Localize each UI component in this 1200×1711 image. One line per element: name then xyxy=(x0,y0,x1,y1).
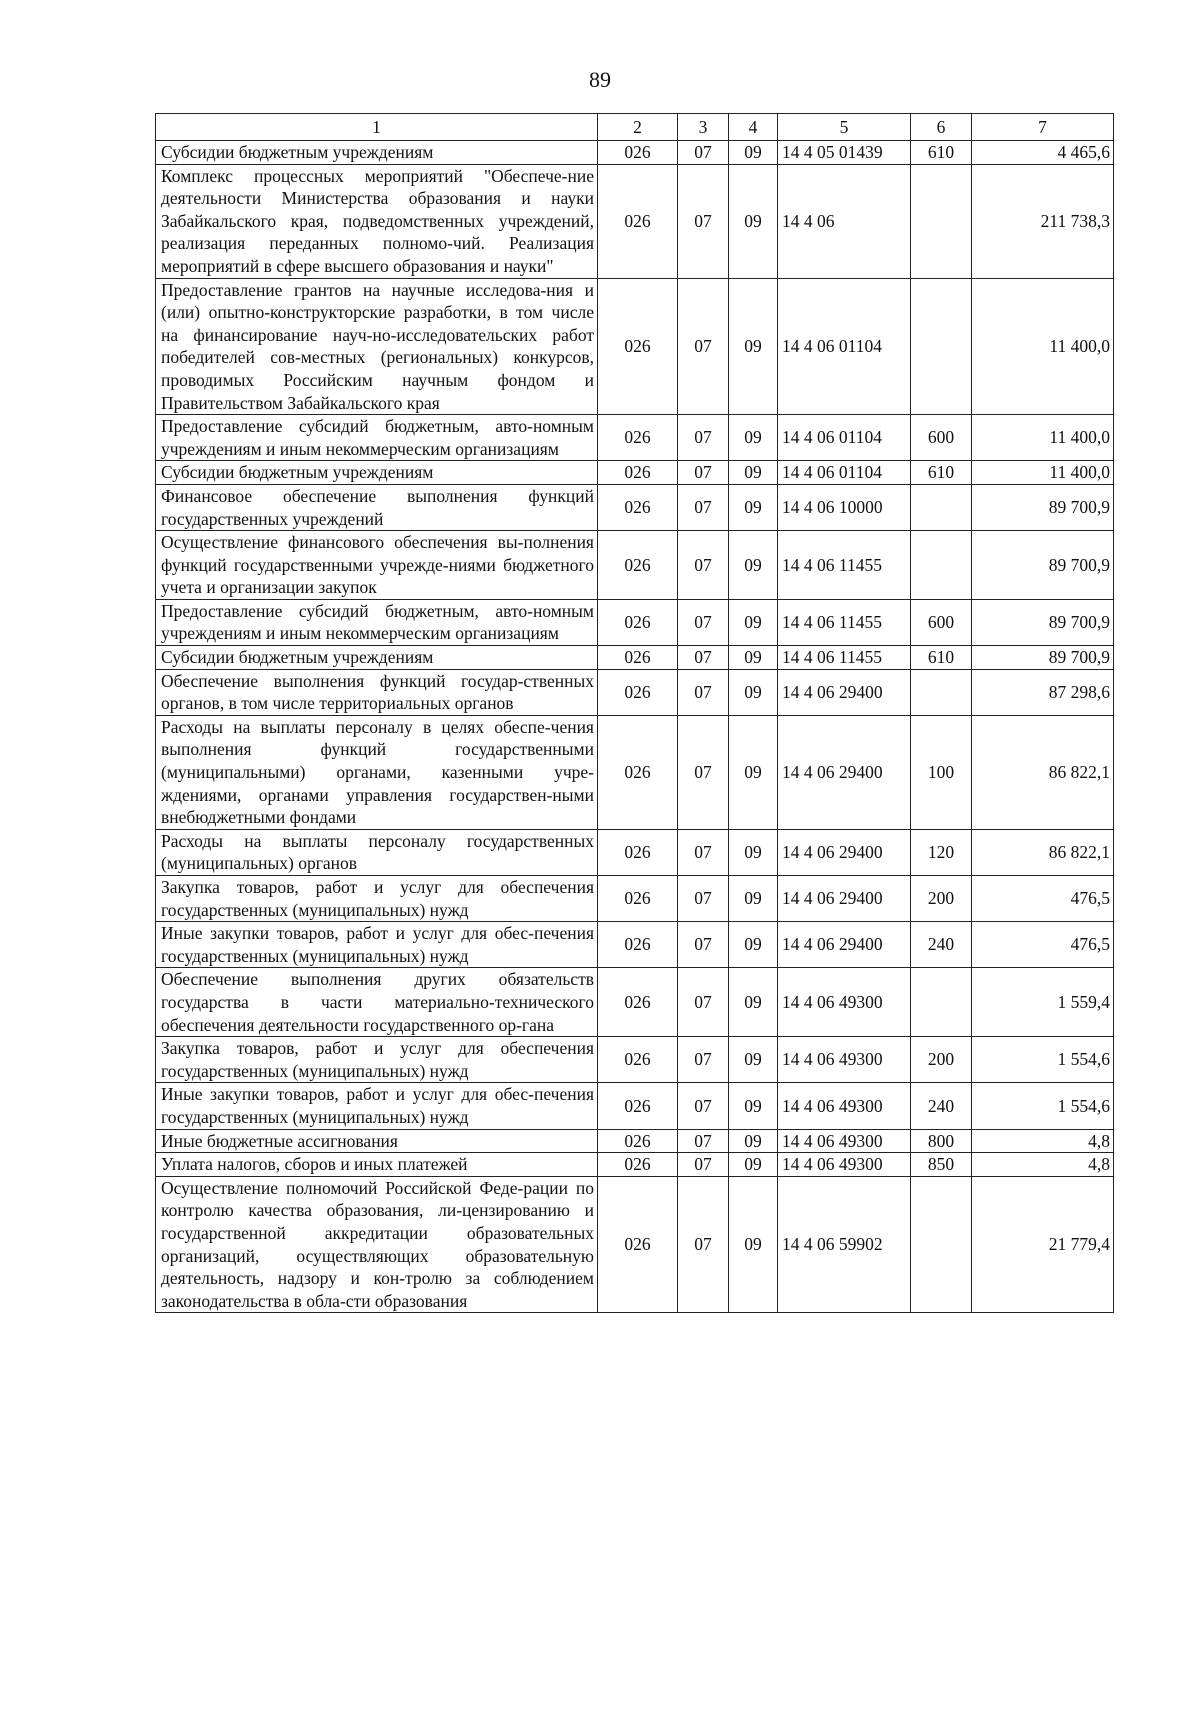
table-row xyxy=(156,415,1114,461)
subsection-code-cell: 09 xyxy=(729,646,778,670)
subsection-code-cell: 09 xyxy=(729,141,778,165)
table-row xyxy=(156,164,1114,278)
table-row xyxy=(156,876,1114,922)
header-cell: 3 xyxy=(678,114,729,141)
expense-type-cell: 240 xyxy=(911,922,972,968)
section-code-cell: 07 xyxy=(678,922,729,968)
expense-name-cell: Обеспечение выполнения функций государ-ственных органов, в том числе территориальных органов xyxy=(156,669,598,715)
expense-type-cell: 200 xyxy=(911,1037,972,1083)
target-article-cell: 14 4 06 11455 xyxy=(778,646,911,670)
expense-name-cell: Субсидии бюджетным учреждениям xyxy=(156,646,598,670)
expense-name-cell: Иные бюджетные ассигнования xyxy=(156,1129,598,1153)
subsection-code-cell: 09 xyxy=(729,1153,778,1177)
expense-type-cell: 100 xyxy=(911,715,972,829)
target-article-cell: 14 4 06 01104 xyxy=(778,415,911,461)
expense-name-cell: Расходы на выплаты персоналу государственных (муниципальных) органов xyxy=(156,829,598,875)
ministry-code-cell: 026 xyxy=(598,876,678,922)
table-row xyxy=(156,1129,1114,1153)
table-row xyxy=(156,1083,1114,1129)
header-cell: 7 xyxy=(972,114,1114,141)
target-article-cell: 14 4 06 01104 xyxy=(778,461,911,485)
table-row xyxy=(156,922,1114,968)
target-article-cell: 14 4 06 49300 xyxy=(778,1129,911,1153)
amount-cell: 21 779,4 xyxy=(972,1176,1114,1313)
target-article-cell: 14 4 06 11455 xyxy=(778,599,911,645)
table-header-row xyxy=(156,114,1114,141)
ministry-code-cell: 026 xyxy=(598,1153,678,1177)
expense-type-cell: 240 xyxy=(911,1083,972,1129)
table-row xyxy=(156,278,1114,415)
table-row xyxy=(156,715,1114,829)
section-code-cell: 07 xyxy=(678,669,729,715)
subsection-code-cell: 09 xyxy=(729,461,778,485)
ministry-code-cell: 026 xyxy=(598,141,678,165)
ministry-code-cell: 026 xyxy=(598,599,678,645)
subsection-code-cell: 09 xyxy=(729,164,778,278)
header-cell: 2 xyxy=(598,114,678,141)
subsection-code-cell: 09 xyxy=(729,1083,778,1129)
expense-type-cell xyxy=(911,278,972,415)
target-article-cell: 14 4 06 49300 xyxy=(778,1083,911,1129)
expense-type-cell xyxy=(911,968,972,1037)
expense-type-cell xyxy=(911,1176,972,1313)
target-article-cell: 14 4 06 29400 xyxy=(778,876,911,922)
ministry-code-cell: 026 xyxy=(598,829,678,875)
ministry-code-cell: 026 xyxy=(598,646,678,670)
expense-type-cell xyxy=(911,164,972,278)
subsection-code-cell: 09 xyxy=(729,968,778,1037)
ministry-code-cell: 026 xyxy=(598,461,678,485)
expense-name-cell: Иные закупки товаров, работ и услуг для обес-печения государственных (муниципальных) нужд xyxy=(156,922,598,968)
ministry-code-cell: 026 xyxy=(598,968,678,1037)
section-code-cell: 07 xyxy=(678,415,729,461)
ministry-code-cell: 026 xyxy=(598,922,678,968)
expense-name-cell: Субсидии бюджетным учреждениям xyxy=(156,461,598,485)
amount-cell: 476,5 xyxy=(972,922,1114,968)
expense-name-cell: Предоставление субсидий бюджетным, авто-номным учреждениям и иным некоммерческим организациям xyxy=(156,599,598,645)
expense-name-cell: Осуществление финансового обеспечения вы-полнения функций государственными учрежде-ниями бюджетного учета и организации закупок xyxy=(156,531,598,600)
amount-cell: 89 700,9 xyxy=(972,599,1114,645)
subsection-code-cell: 09 xyxy=(729,278,778,415)
table-row xyxy=(156,669,1114,715)
expense-type-cell: 200 xyxy=(911,876,972,922)
target-article-cell: 14 4 06 49300 xyxy=(778,968,911,1037)
subsection-code-cell: 09 xyxy=(729,599,778,645)
table-row xyxy=(156,531,1114,600)
ministry-code-cell: 026 xyxy=(598,1083,678,1129)
expense-type-cell xyxy=(911,669,972,715)
expense-type-cell: 610 xyxy=(911,461,972,485)
target-article-cell: 14 4 06 29400 xyxy=(778,669,911,715)
table-row xyxy=(156,1176,1114,1313)
target-article-cell: 14 4 06 49300 xyxy=(778,1037,911,1083)
expense-type-cell xyxy=(911,531,972,600)
budget-table-container xyxy=(155,113,1113,1313)
amount-cell: 211 738,3 xyxy=(972,164,1114,278)
subsection-code-cell: 09 xyxy=(729,876,778,922)
ministry-code-cell: 026 xyxy=(598,669,678,715)
section-code-cell: 07 xyxy=(678,461,729,485)
subsection-code-cell: 09 xyxy=(729,1037,778,1083)
table-row xyxy=(156,461,1114,485)
subsection-code-cell: 09 xyxy=(729,1176,778,1313)
target-article-cell: 14 4 06 01104 xyxy=(778,278,911,415)
subsection-code-cell: 09 xyxy=(729,829,778,875)
amount-cell: 4,8 xyxy=(972,1153,1114,1177)
section-code-cell: 07 xyxy=(678,1129,729,1153)
ministry-code-cell: 026 xyxy=(598,164,678,278)
table-row xyxy=(156,1037,1114,1083)
expense-name-cell: Осуществление полномочий Российской Феде-рации по контролю качества образования, ли-цензированию и государственной аккредитации образовательных организаций, осуществляющих образовательную деятельность, надзору и кон-тролю за соблюдением законодательства в обла-сти образования xyxy=(156,1176,598,1313)
table-row xyxy=(156,599,1114,645)
page-number: 89 xyxy=(589,67,611,92)
ministry-code-cell: 026 xyxy=(598,715,678,829)
header-cell: 1 xyxy=(156,114,598,141)
amount-cell: 476,5 xyxy=(972,876,1114,922)
section-code-cell: 07 xyxy=(678,278,729,415)
subsection-code-cell: 09 xyxy=(729,484,778,530)
ministry-code-cell: 026 xyxy=(598,1176,678,1313)
expense-type-cell: 610 xyxy=(911,646,972,670)
amount-cell: 1 559,4 xyxy=(972,968,1114,1037)
section-code-cell: 07 xyxy=(678,1176,729,1313)
expense-type-cell: 600 xyxy=(911,415,972,461)
expense-name-cell: Предоставление субсидий бюджетным, авто-номным учреждениям и иным некоммерческим организациям xyxy=(156,415,598,461)
table-row xyxy=(156,484,1114,530)
target-article-cell: 14 4 06 29400 xyxy=(778,715,911,829)
target-article-cell: 14 4 06 11455 xyxy=(778,531,911,600)
subsection-code-cell: 09 xyxy=(729,1129,778,1153)
amount-cell: 86 822,1 xyxy=(972,715,1114,829)
ministry-code-cell: 026 xyxy=(598,484,678,530)
expense-name-cell: Обеспечение выполнения других обязательств государства в части материально-технического обеспечения деятельности государственного ор-гана xyxy=(156,968,598,1037)
expense-name-cell: Комплекс процессных мероприятий "Обеспече-ние деятельности Министерства образования и науки Забайкальского края, подведомственных учреждений, реализация переданных полномо-чий. Реализация мероприятий в сфере высшего образования и науки" xyxy=(156,164,598,278)
expense-type-cell: 120 xyxy=(911,829,972,875)
ministry-code-cell: 026 xyxy=(598,278,678,415)
target-article-cell: 14 4 06 xyxy=(778,164,911,278)
expense-name-cell: Расходы на выплаты персоналу в целях обеспе-чения выполнения функций государственными (муниципальными) органами, казенными учре-ждениями, органами управления государствен-ными внебюджетными фондами xyxy=(156,715,598,829)
expense-name-cell: Субсидии бюджетным учреждениям xyxy=(156,141,598,165)
header-cell: 5 xyxy=(778,114,911,141)
subsection-code-cell: 09 xyxy=(729,922,778,968)
amount-cell: 87 298,6 xyxy=(972,669,1114,715)
target-article-cell: 14 4 05 01439 xyxy=(778,141,911,165)
amount-cell: 1 554,6 xyxy=(972,1083,1114,1129)
expense-name-cell: Предоставление грантов на научные исследова-ния и (или) опытно-конструкторские разработки, в том числе на финансирование науч-но-исследовательских работ победителей сов-местных (региональных) конкурсов, проводимых Российским научным фондом и Правительством Забайкальского края xyxy=(156,278,598,415)
expense-name-cell: Финансовое обеспечение выполнения функций государственных учреждений xyxy=(156,484,598,530)
header-cell: 4 xyxy=(729,114,778,141)
table-row xyxy=(156,646,1114,670)
expense-name-cell: Закупка товаров, работ и услуг для обеспечения государственных (муниципальных) нужд xyxy=(156,1037,598,1083)
section-code-cell: 07 xyxy=(678,876,729,922)
expense-type-cell: 800 xyxy=(911,1129,972,1153)
target-article-cell: 14 4 06 29400 xyxy=(778,922,911,968)
amount-cell: 4 465,6 xyxy=(972,141,1114,165)
expense-type-cell: 600 xyxy=(911,599,972,645)
section-code-cell: 07 xyxy=(678,531,729,600)
budget-table xyxy=(155,113,1114,1313)
table-row xyxy=(156,968,1114,1037)
amount-cell: 89 700,9 xyxy=(972,484,1114,530)
table-row xyxy=(156,829,1114,875)
section-code-cell: 07 xyxy=(678,599,729,645)
section-code-cell: 07 xyxy=(678,1083,729,1129)
target-article-cell: 14 4 06 29400 xyxy=(778,829,911,875)
section-code-cell: 07 xyxy=(678,164,729,278)
section-code-cell: 07 xyxy=(678,1037,729,1083)
ministry-code-cell: 026 xyxy=(598,1129,678,1153)
expense-name-cell: Закупка товаров, работ и услуг для обеспечения государственных (муниципальных) нужд xyxy=(156,876,598,922)
section-code-cell: 07 xyxy=(678,484,729,530)
subsection-code-cell: 09 xyxy=(729,531,778,600)
section-code-cell: 07 xyxy=(678,646,729,670)
section-code-cell: 07 xyxy=(678,968,729,1037)
section-code-cell: 07 xyxy=(678,715,729,829)
section-code-cell: 07 xyxy=(678,141,729,165)
table-row xyxy=(156,1153,1114,1177)
amount-cell: 89 700,9 xyxy=(972,531,1114,600)
expense-type-cell: 850 xyxy=(911,1153,972,1177)
amount-cell: 1 554,6 xyxy=(972,1037,1114,1083)
section-code-cell: 07 xyxy=(678,1153,729,1177)
section-code-cell: 07 xyxy=(678,829,729,875)
target-article-cell: 14 4 06 10000 xyxy=(778,484,911,530)
ministry-code-cell: 026 xyxy=(598,1037,678,1083)
ministry-code-cell: 026 xyxy=(598,531,678,600)
amount-cell: 11 400,0 xyxy=(972,278,1114,415)
amount-cell: 89 700,9 xyxy=(972,646,1114,670)
expense-type-cell: 610 xyxy=(911,141,972,165)
subsection-code-cell: 09 xyxy=(729,715,778,829)
amount-cell: 11 400,0 xyxy=(972,461,1114,485)
target-article-cell: 14 4 06 49300 xyxy=(778,1153,911,1177)
amount-cell: 4,8 xyxy=(972,1129,1114,1153)
amount-cell: 86 822,1 xyxy=(972,829,1114,875)
target-article-cell: 14 4 06 59902 xyxy=(778,1176,911,1313)
expense-name-cell: Иные закупки товаров, работ и услуг для обес-печения государственных (муниципальных) нужд xyxy=(156,1083,598,1129)
table-row xyxy=(156,141,1114,165)
header-cell: 6 xyxy=(911,114,972,141)
amount-cell: 11 400,0 xyxy=(972,415,1114,461)
subsection-code-cell: 09 xyxy=(729,669,778,715)
expense-name-cell: Уплата налогов, сборов и иных платежей xyxy=(156,1153,598,1177)
subsection-code-cell: 09 xyxy=(729,415,778,461)
ministry-code-cell: 026 xyxy=(598,415,678,461)
expense-type-cell xyxy=(911,484,972,530)
